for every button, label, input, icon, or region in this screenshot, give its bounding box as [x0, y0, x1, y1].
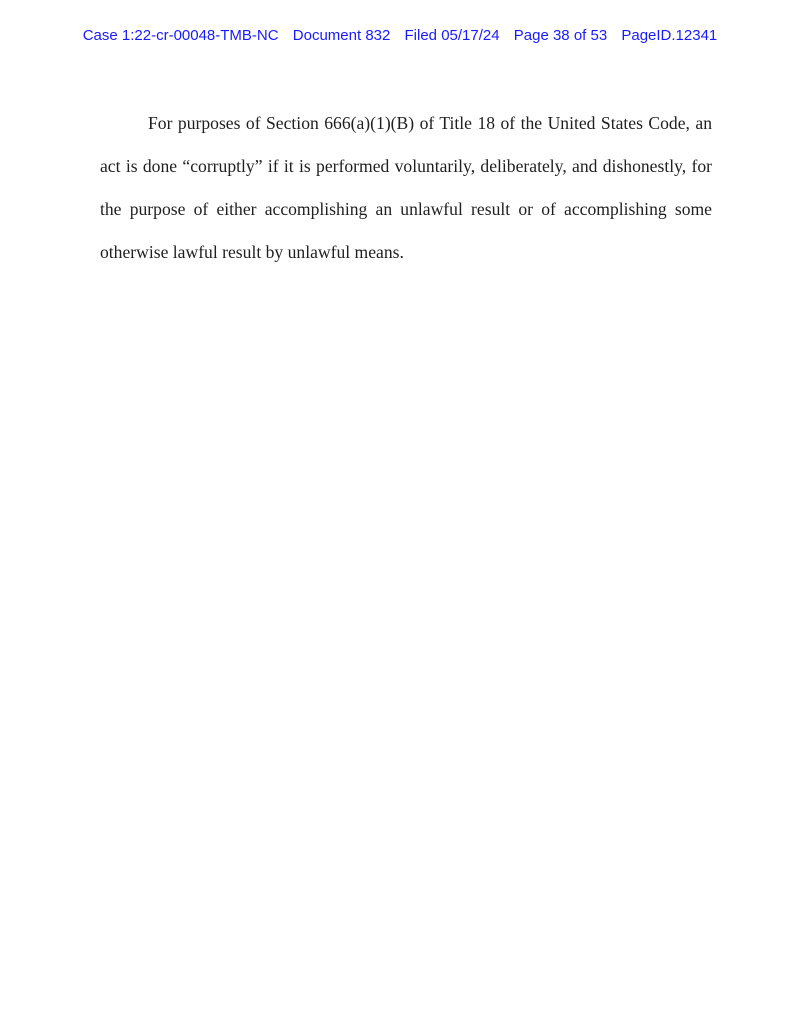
case-number: Case 1:22-cr-00048-TMB-NC [82, 27, 279, 44]
filed-date: Filed 05/17/24 [404, 27, 500, 44]
document-number: Document 832 [292, 27, 391, 44]
ecf-header-stamp [0, 27, 800, 44]
page-id: PageID.12341 [621, 27, 718, 44]
page-count: Page 38 of 53 [513, 27, 608, 44]
body-paragraph: For purposes of Section 666(a)(1)(B) of Title 18 of the United States Code, an act is done “corruptly” if it is performed voluntarily, deliberately, and dishonestly, for the purpose of either accomplishing an unlawful result or of accomplishing some otherwise lawful result by unlawful means. [100, 113, 712, 262]
